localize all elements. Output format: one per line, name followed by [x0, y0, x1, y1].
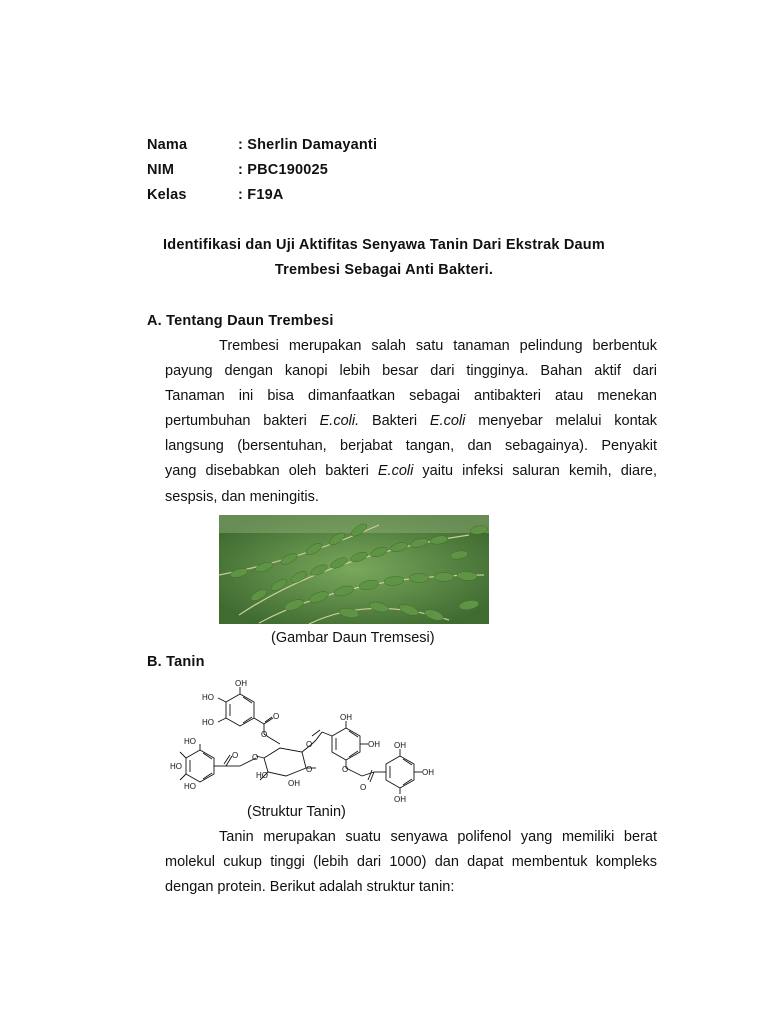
- leaf-illustration: [219, 515, 489, 624]
- paragraph-line: Trembesi merupakan salah satu tanaman pelindung berbentuk: [219, 338, 657, 354]
- chem-label: HO: [256, 771, 268, 780]
- chem-label: OH: [368, 740, 380, 749]
- tannin-structure-diagram: [160, 676, 460, 806]
- chem-label: O: [360, 783, 367, 792]
- paragraph-line: Tanin merupakan suatu senyawa polifenol yang memiliki berat: [219, 829, 657, 845]
- chem-label: OH: [422, 768, 434, 777]
- chem-label: O: [306, 740, 313, 749]
- paragraph-line: dengan protein. Berikut adalah struktur tanin:: [165, 879, 455, 896]
- chem-label: O: [273, 712, 280, 721]
- document-title-line-2: Trembesi Sebagai Anti Bakteri.: [274, 262, 494, 278]
- photo-caption: (Gambar Daun Tremsesi): [271, 630, 435, 646]
- trembesi-leaf-photo: [219, 515, 489, 624]
- chem-label: OH: [394, 795, 406, 804]
- paragraph-line: payung dengan kanopi lebih besar dari tingginya. Bahan aktif dari: [165, 363, 657, 380]
- paragraph-line: langsung (bersentuhan, berjabat tangan, dan sebagainya). Penyakit: [165, 438, 657, 455]
- paragraph-line: molekul cukup tinggi (lebih dari 1000) dan dapat membentuk kompleks: [165, 854, 657, 871]
- chem-label: HO: [202, 693, 214, 702]
- chem-label: HO: [170, 762, 182, 771]
- chem-label: HO: [202, 718, 214, 727]
- chem-label: O: [342, 765, 349, 774]
- chem-label: OH: [340, 713, 352, 722]
- text-run: menyebar melalui kontak: [465, 413, 657, 430]
- class-value: : F19A: [238, 187, 284, 203]
- italic-ecoli: E.coli: [377, 463, 414, 480]
- class-label: Kelas: [147, 187, 187, 203]
- section-b-paragraph: [165, 825, 657, 900]
- chem-label: OH: [288, 779, 300, 788]
- chem-label: O: [252, 753, 259, 762]
- section-b-heading: B. Tanin: [147, 654, 205, 670]
- text-run: Bakteri: [359, 413, 430, 430]
- name-value: : Sherlin Damayanti: [238, 137, 378, 153]
- name-label: Nama: [147, 137, 188, 153]
- structure-caption: (Struktur Tanin): [247, 804, 346, 820]
- section-a-heading: A. Tentang Daun Trembesi: [147, 313, 334, 329]
- italic-ecoli: E.coli: [429, 413, 466, 430]
- text-run: yaitu infeksi saluran kemih, diare,: [413, 463, 658, 480]
- italic-ecoli: E.coli.: [319, 413, 360, 430]
- chem-label: O: [232, 751, 239, 760]
- nim-label: NIM: [147, 162, 175, 178]
- text-run: pertumbuhan bakteri: [165, 413, 320, 430]
- chem-label: OH: [394, 741, 406, 750]
- section-a-paragraph: [165, 334, 657, 510]
- chem-label: OH: [235, 679, 247, 688]
- chem-label: HO: [184, 782, 196, 791]
- document-title-line-1: Identifikasi dan Uji Aktifitas Senyawa Tanin Dari Ekstrak Daum: [163, 237, 605, 253]
- chem-label: O: [261, 730, 268, 739]
- text-run: yang disebabkan oleh bakteri: [165, 463, 378, 480]
- paragraph-line: [165, 459, 657, 484]
- nim-value: : PBC190025: [238, 162, 329, 178]
- chem-label: HO: [184, 737, 196, 746]
- paragraph-line: [165, 409, 657, 434]
- paragraph-line: sespsis, dan meningitis.: [165, 488, 319, 505]
- paragraph-line: Tanaman ini bisa dimanfaatkan sebagai antibakteri atau menekan: [165, 388, 657, 405]
- chem-label: O: [306, 765, 313, 774]
